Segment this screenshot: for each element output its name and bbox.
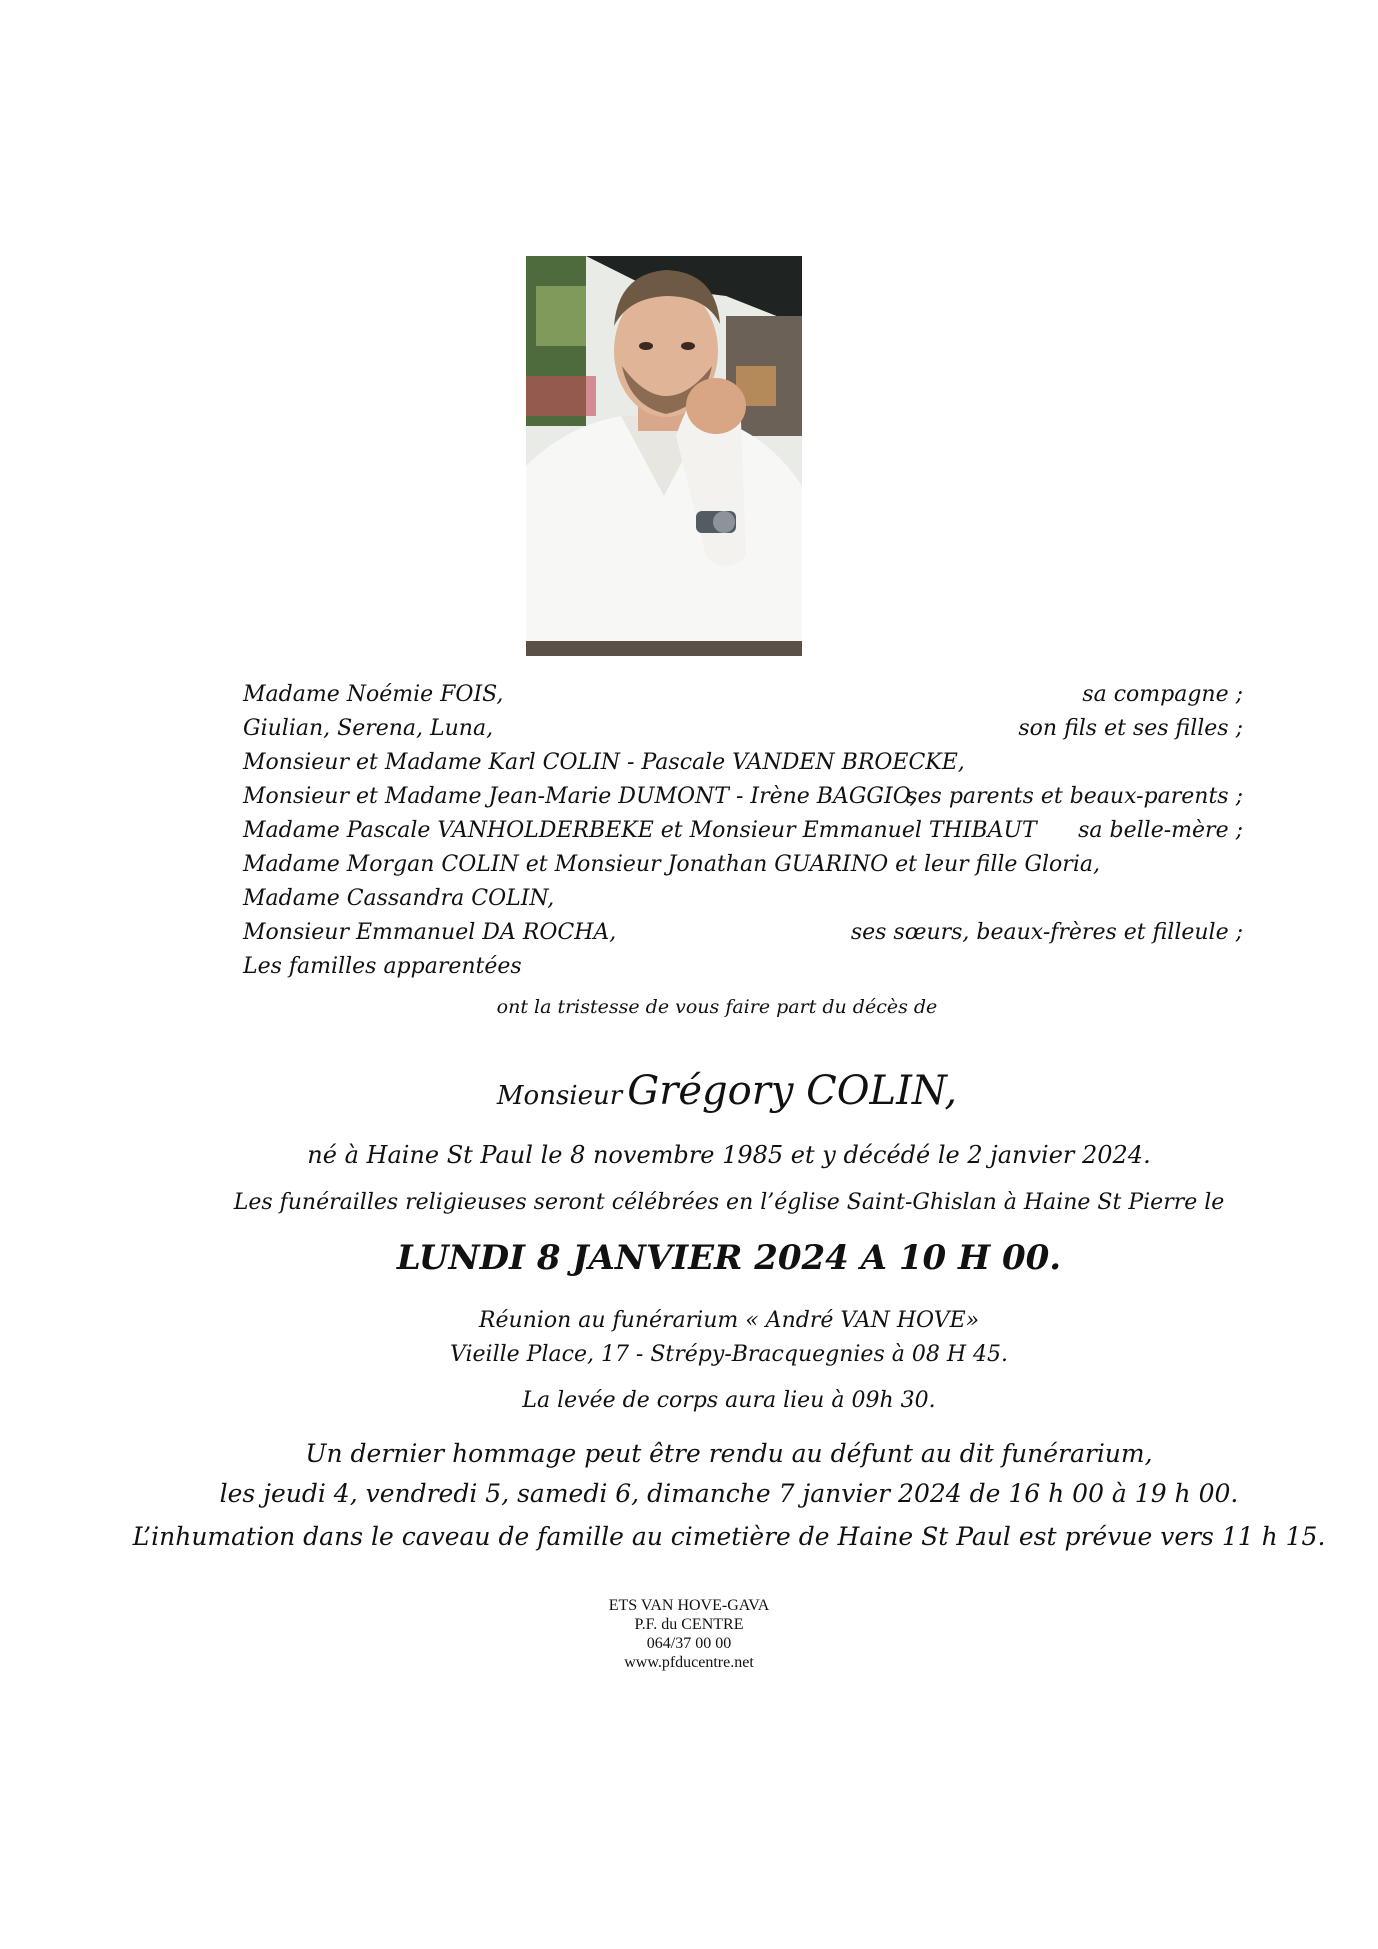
footer-phone: 064/37 00 00 <box>646 1635 732 1652</box>
family-row <box>243 848 1243 882</box>
homage-line-2: les jeudi 4, vendredi 5, samedi 6, dimanche 7 janvier 2024 de 16 h 00 à 19 h 00. <box>219 1479 1239 1508</box>
family-row <box>243 712 1243 746</box>
family-relation: son fils et ses filles ; <box>1018 716 1243 741</box>
family-name: Monsieur Emmanuel DA ROCHA, <box>243 920 617 945</box>
portrait-photo <box>526 256 802 656</box>
family-row <box>243 950 1243 984</box>
meeting-info <box>40 1304 1378 1372</box>
homage-line-1: Un dernier hommage peut être rendu au défunt au dit funérarium, <box>305 1439 1153 1468</box>
footer-website: www.pfducentre.net <box>624 1654 754 1671</box>
family-name: Giulian, Serena, Luna, <box>243 716 494 741</box>
homage-info <box>40 1434 1378 1514</box>
family-list <box>243 678 1243 984</box>
family-name: Monsieur et Madame Jean-Marie DUMONT - Irène BAGGIO, <box>243 784 917 809</box>
family-row <box>243 882 1243 916</box>
funeral-announcement: Les funérailles religieuses seront célébrées en l’église Saint-Ghislan à Haine St Pierre le <box>233 1190 1225 1215</box>
deceased-fullname: Grégory COLIN, <box>627 1068 958 1114</box>
deceased-name <box>38 1068 1378 1114</box>
family-relation: ses parents et beaux-parents ; <box>906 784 1243 809</box>
family-name: Madame Noémie FOIS, <box>243 682 504 707</box>
intro-text: ont la tristesse de vous faire part du décès de <box>496 996 938 1018</box>
family-name: Madame Pascale VANHOLDERBEKE et Monsieur Emmanuel THIBAUT <box>243 818 1037 843</box>
family-row <box>243 678 1243 712</box>
family-row <box>243 814 1243 848</box>
family-row <box>243 780 1243 814</box>
footer-subtitle: P.F. du CENTRE <box>634 1616 744 1633</box>
levee-info: La levée de corps aura lieu à 09h 30. <box>522 1388 936 1413</box>
family-name: Madame Morgan COLIN et Monsieur Jonathan GUARINO et leur fille Gloria, <box>243 852 1100 877</box>
funeral-date: LUNDI 8 JANVIER 2024 A 10 H 00. <box>396 1238 1062 1278</box>
meeting-line-2: Vieille Place, 17 - Strépy-Bracquegnies à 08 H 45. <box>449 1342 1008 1367</box>
family-relation: sa compagne ; <box>1082 682 1243 707</box>
footer-company: ETS VAN HOVE-GAVA <box>608 1597 770 1614</box>
deceased-prefix: Monsieur <box>496 1081 623 1111</box>
birth-death-line: né à Haine St Paul le 8 novembre 1985 et y décédé le 2 janvier 2024. <box>307 1141 1151 1169</box>
family-name: Les familles apparentées <box>243 954 522 979</box>
family-name: Madame Cassandra COLIN, <box>243 886 555 911</box>
inhumation-info: L’inhumation dans le caveau de famille au cimetière de Haine St Paul est prévue vers 11 h 15. <box>132 1522 1326 1551</box>
family-name: Monsieur et Madame Karl COLIN - Pascale VANDEN BROECKE, <box>243 750 965 775</box>
funeral-home-footer <box>0 1596 1378 1672</box>
family-row <box>243 746 1243 780</box>
family-relation: ses sœurs, beaux-frères et filleule ; <box>850 920 1243 945</box>
family-relation: sa belle-mère ; <box>1078 818 1243 843</box>
family-row <box>243 916 1243 950</box>
meeting-line-1: Réunion au funérarium « André VAN HOVE» <box>478 1308 980 1333</box>
